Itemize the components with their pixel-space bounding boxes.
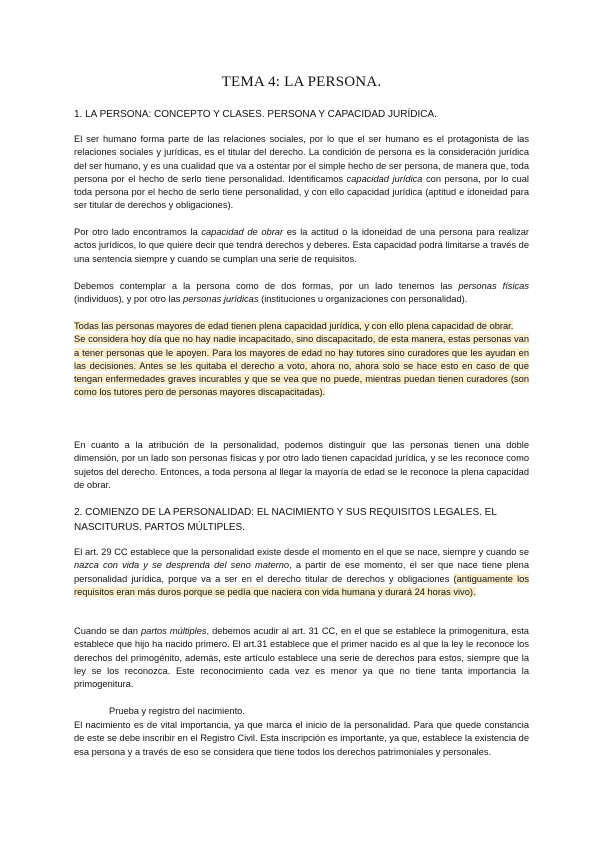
paragraph-persona-concepto <box>74 133 529 213</box>
emphasis-text: personas jurídicas <box>183 294 259 305</box>
text-run: Por otro lado encontramos la <box>74 227 198 237</box>
text-run: es la actitud o la idoneidad de una persona para realizar actos jurídicos, lo que quiere decir que tendrá derechos y deberes. Esta capacidad podrá limitarse a través de una sentencia siempre y cuando se cumplan una serie de requisitos. <box>74 227 529 264</box>
section-heading-2: 2. COMIENZO DE LA PERSONALIDAD: EL NACIMIENTO Y SUS REQUISITOS LEGALES. EL NASCITURUS. PARTOS MÚLTIPLES. <box>74 507 497 533</box>
paragraph-tipos-persona <box>74 280 529 307</box>
emphasis-text: capacidad jurídica <box>346 173 423 184</box>
highlighted-text: Se considera hoy día que no hay nadie incapacitado, sino discapacitado, de esta manera, estas personas van a tener personas que le apoyen. Para los mayores de edad no hay tutores sino curadores que les ayudan en las decisiones. Antes se les quitaba el derecho a voto, ahora no, ahora solo se hace esto en caso de que tengan enfermedades graves incurables y que se vea que no puede, mientras puedan tienen curadores (son como los tutores pero de personas mayores discapacitadas). <box>74 334 529 398</box>
emphasis-text: partos múltiples <box>140 626 207 636</box>
text-run: El art. 29 CC establece que la personalidad existe desde el momento en el que se nace, siempre y cuando se <box>74 547 529 557</box>
text-run: (individuos), y por otro las <box>74 294 181 305</box>
text-run: (instituciones u organizaciones con personalidad). <box>261 294 468 305</box>
paragraph-partos-multiples <box>74 625 529 691</box>
text-run: , a partir de ese momento, el ser que nace tiene plena personalidad jurídica, porque va a ser en el derecho titular de derechos y obligaciones <box>74 560 530 584</box>
section-heading-1: 1. LA PERSONA: CONCEPTO Y CLASES. PERSONA Y CAPACIDAD JURÍDICA. <box>74 109 437 120</box>
text-run: Debemos contemplar a la persona como de dos formas, por un lado tenemos las <box>74 281 453 291</box>
paragraph-art-29 <box>74 546 529 599</box>
text-run: El ser humano forma parte de las relaciones sociales, por lo que el ser humano es el protagonista de las relaciones sociales y jurídicas, es el titular del derecho. La condición de persona es la consideración jurídica del ser humano, y es una cualidad que va a ostentar por el simple hecho de ser persona, de manera que, toda persona por el hecho de serlo tiene personalidad. Identificamos <box>74 134 529 184</box>
highlighted-text: (antiguamente los requisitos eran más duros porque se pedía que naciera con vida humana y durará 24 horas vivo). <box>74 573 529 597</box>
text-run: , debemos acudir al art. 31 CC, en el que se establece la primogenitura, esta establece que hijo ha nacido primero. El art.31 establece que el primer nacido es al que la ley le reconoce los derechos del primogénito, además, este artículo establece una serie de derechos para estos, siempre que la ley se los reconozca. Este reconocimiento cada vez es menor ya que no tiene tanta importancia la primogenitura. <box>74 626 529 690</box>
text-run: Cuando se dan <box>74 626 138 636</box>
paragraph-registro-civil: El nacimiento es de vital importancia, ya que marca el inicio de la personalidad. Para que quede constancia de este se debe inscribir en el Registro Civil. Esta inscripción es importante, ya que, establece la existencia de esa persona y a través de eso se considera que tiene todos los derechos patrimoniales y personales. <box>74 720 529 757</box>
emphasis-text: personas físicas <box>458 281 529 291</box>
paragraph-capacidad-obrar <box>74 226 529 266</box>
paragraph-highlighted-notes <box>74 320 529 400</box>
emphasis-text: capacidad de obrar <box>201 227 284 237</box>
page-title: TEMA 4: LA PERSONA. <box>221 74 382 90</box>
paragraph-atribucion-personalidad: En cuanto a la atribución de la personalidad, podemos distinguir que las personas tienen una doble dimensión, por un lado son personas físicas y por otro lado tienen capacidad jurídica, y se les reconoce como sujetos del derecho. Entonces, a toda persona al llegar la mayoría de edad se le reconoce la plena capacidad de obrar. <box>74 440 529 490</box>
text-run: con persona, por lo cual toda persona por el hecho de serlo tiene personalidad, y con ello capacidad jurídica (aptitud e idoneidad para ser titular de derechos y obligaciones). <box>74 173 529 211</box>
highlighted-text: Todas las personas mayores de edad tienen plena capacidad jurídica, y con ello plena capacidad de obrar. <box>74 321 514 331</box>
subheading-prueba-registro: Prueba y registro del nacimiento. <box>109 706 245 716</box>
emphasis-text: nazca con vida y se desprenda del seno materno <box>74 560 290 571</box>
